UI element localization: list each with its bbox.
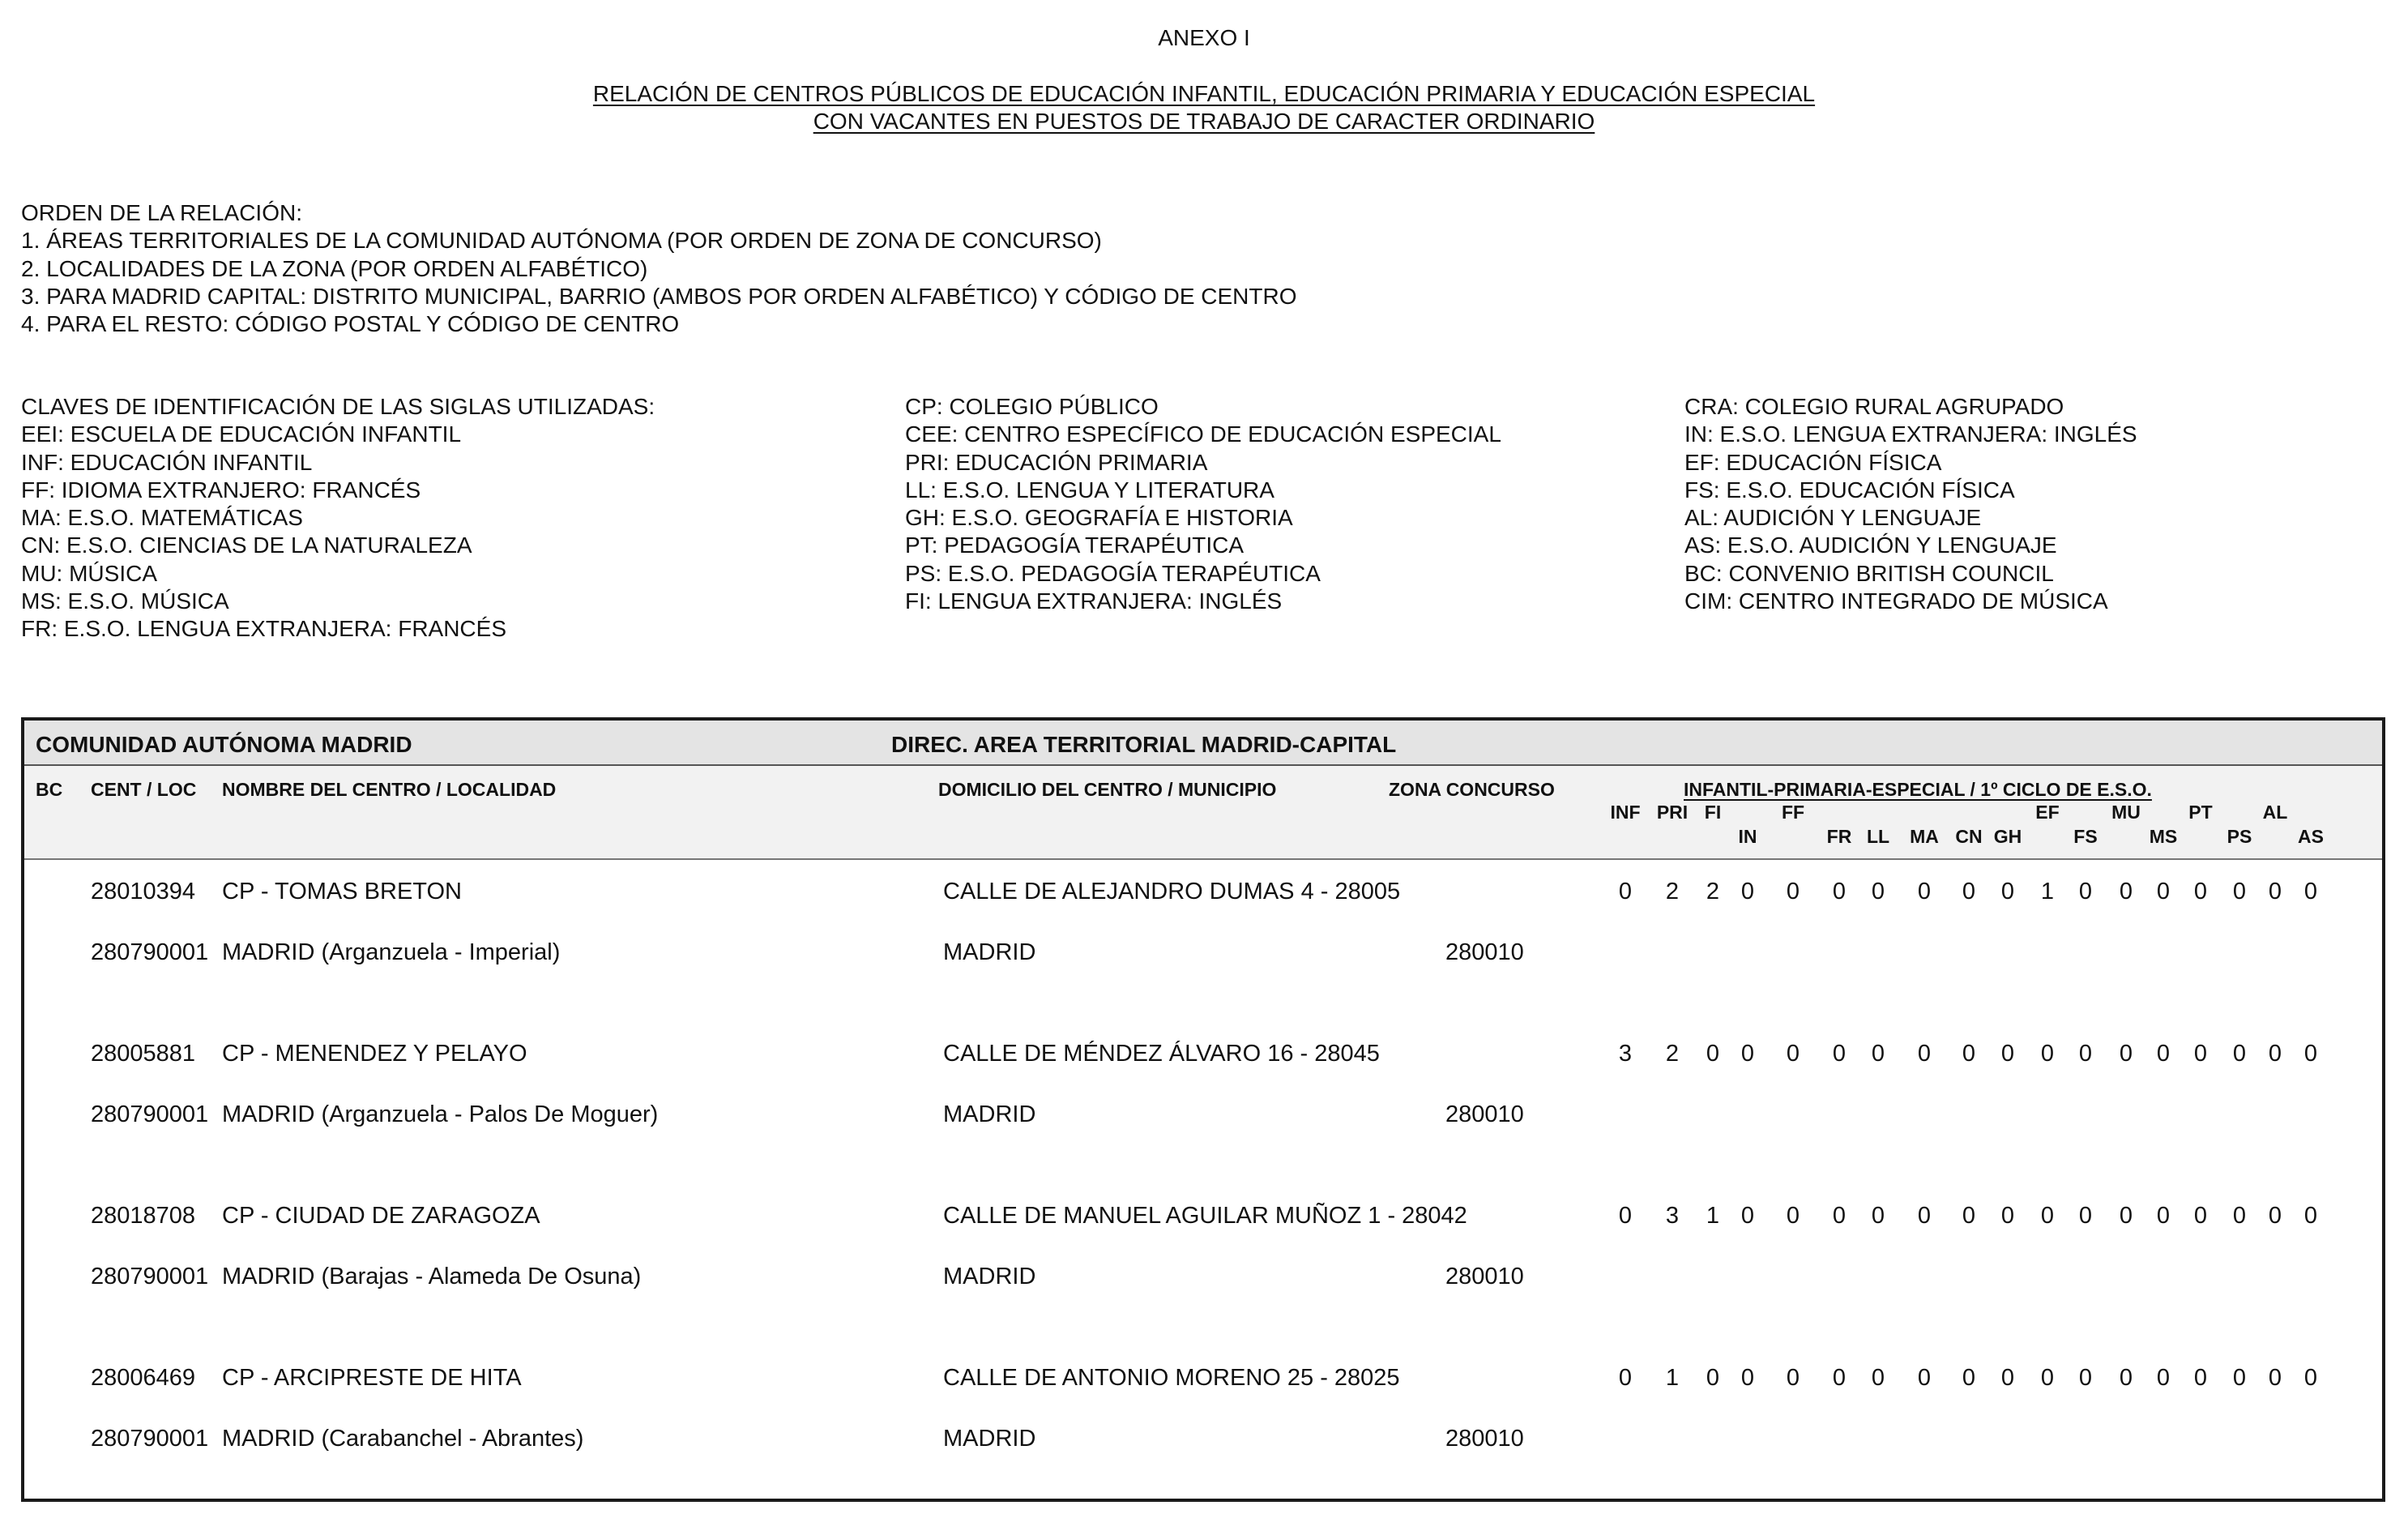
vacancy-fi: 2 [1706,879,1720,905]
center-address: CALLE DE MÉNDEZ ÁLVARO 16 - 28045 [943,1041,1380,1067]
keys-column-2 [905,393,1501,615]
key-item: FR: E.S.O. LENGUA EXTRANJERA: FRANCÉS [21,616,507,642]
order-item: 4. PARA EL RESTO: CÓDIGO POSTAL Y CÓDIGO DE CENTRO [21,311,680,337]
vacancy-in: 0 [1740,1365,1755,1391]
vacancy-ff: 0 [1786,1365,1800,1391]
vacancy-fs: 0 [2078,1203,2093,1229]
subcol-header-ef: EF [2035,802,2060,823]
locality-code: 280790001 [91,1264,209,1289]
key-item: EEI: ESCUELA DE EDUCACIÓN INFANTIL [21,421,462,447]
vacancy-mu: 0 [2119,1203,2133,1229]
vacancy-cn: 0 [1962,879,1976,905]
vacancy-pri: 2 [1665,1041,1680,1067]
key-item: CRA: COLEGIO RURAL AGRUPADO [1684,394,2064,419]
vacancy-al: 0 [2268,1365,2282,1391]
subcol-header-fi: FI [1704,802,1722,823]
document-title-line-1: RELACIÓN DE CENTROS PÚBLICOS DE EDUCACIÓN INFANTIL, EDUCACIÓN PRIMARIA Y EDUCACIÓN ESPECIAL [592,81,1816,106]
center-code: 28010394 [91,879,196,905]
vacancy-gh: 0 [2000,1041,2015,1067]
key-item: FS: E.S.O. EDUCACIÓN FÍSICA [1684,477,2015,503]
vacancy-ff: 0 [1786,1041,1800,1067]
vacancy-as: 0 [2303,1203,2318,1229]
annex-title: ANEXO I [1158,25,1250,50]
order-item: 2. LOCALIDADES DE LA ZONA (POR ORDEN ALFABÉTICO) [21,255,648,281]
vacancy-ll: 0 [1871,1203,1885,1229]
header-group: INFANTIL-PRIMARIA-ESPECIAL / 1º CICLO DE E.S.O. [1684,779,2152,800]
subcol-header-ps: PS [2227,826,2252,847]
header-bc: BC [36,779,63,800]
vacancy-as: 0 [2303,879,2318,905]
vacancy-fs: 0 [2078,1041,2093,1067]
zone-code: 280010 [1445,1101,1524,1127]
subcol-header-fs: FS [2073,826,2098,847]
vacancy-ma: 0 [1917,1041,1932,1067]
vacancy-ef: 0 [2040,1203,2055,1229]
subcol-header-cn: CN [1955,826,1983,847]
vacancy-gh: 0 [2000,879,2015,905]
vacancy-inf: 0 [1618,1203,1633,1229]
table-header [24,766,2382,860]
vacancy-mu: 0 [2119,879,2133,905]
center-code: 28005881 [91,1041,196,1067]
vacancy-cn: 0 [1962,1365,1976,1391]
zone-code: 280010 [1445,1264,1524,1289]
keys-column-3 [1684,393,2137,615]
zone-code: 280010 [1445,939,1524,965]
order-heading: ORDEN DE LA RELACIÓN: [21,200,302,225]
vacancy-pri: 1 [1665,1365,1680,1391]
center-address: CALLE DE MANUEL AGUILAR MUÑOZ 1 - 28042 [943,1203,1467,1229]
order-list [21,199,1297,338]
key-item: GH: E.S.O. GEOGRAFÍA E HISTORIA [905,505,1293,531]
center-name: CP - TOMAS BRETON [222,879,462,905]
vacancy-ms: 0 [2156,1041,2171,1067]
subcol-header-inf: INF [1610,802,1641,823]
vacancy-gh: 0 [2000,1365,2015,1391]
vacancy-ll: 0 [1871,1365,1885,1391]
vacancy-ma: 0 [1917,1203,1932,1229]
subcol-header-mu: MU [2111,802,2141,823]
key-item: BC: CONVENIO BRITISH COUNCIL [1684,560,2054,586]
key-item: AL: AUDICIÓN Y LENGUAJE [1684,505,1982,531]
header-cent-loc: CENT / LOC [91,779,197,800]
order-item: 3. PARA MADRID CAPITAL: DISTRITO MUNICIPAL, BARRIO (AMBOS POR ORDEN ALFABÉTICO) Y CÓDIGO DE CENTRO [21,283,1297,309]
key-item: PRI: EDUCACIÓN PRIMARIA [905,449,1208,475]
locality-code: 280790001 [91,939,209,965]
vacancy-ms: 0 [2156,1203,2171,1229]
center-code: 28006469 [91,1365,196,1391]
vacancy-in: 0 [1740,1041,1755,1067]
subcol-header-fr: FR [1826,826,1852,847]
vacancy-fs: 0 [2078,879,2093,905]
header-zone: ZONA CONCURSO [1389,779,1555,800]
vacancy-in: 0 [1740,879,1755,905]
vacancy-inf: 0 [1618,1365,1633,1391]
vacancy-ff: 0 [1786,879,1800,905]
vacancy-in: 0 [1740,1203,1755,1229]
locality-code: 280790001 [91,1426,209,1452]
vacancy-fr: 0 [1832,1203,1847,1229]
vacancy-mu: 0 [2119,1041,2133,1067]
center-address: CALLE DE ALEJANDRO DUMAS 4 - 28005 [943,879,1401,905]
key-item: PT: PEDAGOGÍA TERAPÉUTICA [905,532,1245,558]
municipality: MADRID [943,1264,1036,1289]
subcol-header-pt: PT [2188,802,2213,823]
vacancies-table [21,717,2385,1502]
vacancy-pt: 0 [2193,1365,2208,1391]
document-title-line-2: CON VACANTES EN PUESTOS DE TRABAJO DE CARACTER ORDINARIO [813,109,1595,134]
vacancy-fr: 0 [1832,879,1847,905]
vacancy-gh: 0 [2000,1203,2015,1229]
key-item: EF: EDUCACIÓN FÍSICA [1684,449,1942,475]
header-name: NOMBRE DEL CENTRO / LOCALIDAD [222,779,557,800]
subcol-header-ms: MS [2149,826,2178,847]
key-item: MS: E.S.O. MÚSICA [21,588,229,614]
vacancy-pt: 0 [2193,1041,2208,1067]
key-item: FF: IDIOMA EXTRANJERO: FRANCÉS [21,477,421,503]
vacancy-ll: 0 [1871,879,1885,905]
key-item: CEE: CENTRO ESPECÍFICO DE EDUCACIÓN ESPECIAL [905,421,1501,447]
vacancy-fi: 0 [1706,1365,1720,1391]
vacancy-inf: 3 [1618,1041,1633,1067]
subcol-header-pri: PRI [1656,802,1689,823]
vacancy-fi: 1 [1706,1203,1720,1229]
key-item: MU: MÚSICA [21,560,157,586]
vacancy-ll: 0 [1871,1041,1885,1067]
locality-name: MADRID (Arganzuela - Imperial) [222,939,561,965]
subcol-header-in: IN [1738,826,1757,847]
vacancy-as: 0 [2303,1041,2318,1067]
vacancy-fi: 0 [1706,1041,1720,1067]
vacancy-ps: 0 [2232,1041,2247,1067]
vacancy-pri: 2 [1665,879,1680,905]
community-label: COMUNIDAD AUTÓNOMA MADRID [36,732,412,757]
key-item: PS: E.S.O. PEDAGOGÍA TERAPÉUTICA [905,560,1321,586]
locality-name: MADRID (Arganzuela - Palos De Moguer) [222,1101,659,1127]
vacancy-ef: 1 [2040,879,2055,905]
zone-code: 280010 [1445,1426,1524,1452]
vacancy-inf: 0 [1618,879,1633,905]
vacancy-ps: 0 [2232,1365,2247,1391]
vacancy-ma: 0 [1917,1365,1932,1391]
vacancy-ms: 0 [2156,879,2171,905]
vacancy-ef: 0 [2040,1041,2055,1067]
direction-label: DIREC. AREA TERRITORIAL MADRID-CAPITAL [891,732,1397,757]
subcol-header-ma: MA [1910,826,1939,847]
subcol-header-al: AL [2262,802,2288,823]
keys-heading: CLAVES DE IDENTIFICACIÓN DE LAS SIGLAS UTILIZADAS: [21,394,655,419]
vacancy-ef: 0 [2040,1365,2055,1391]
vacancy-cn: 0 [1962,1041,1976,1067]
vacancy-ps: 0 [2232,879,2247,905]
vacancy-ma: 0 [1917,879,1932,905]
center-name: CP - MENENDEZ Y PELAYO [222,1041,527,1067]
vacancy-cn: 0 [1962,1203,1976,1229]
vacancy-al: 0 [2268,1041,2282,1067]
vacancy-fs: 0 [2078,1365,2093,1391]
order-item: 1. ÁREAS TERRITORIALES DE LA COMUNIDAD AUTÓNOMA (POR ORDEN DE ZONA DE CONCURSO) [21,228,1102,254]
key-item: IN: E.S.O. LENGUA EXTRANJERA: INGLÉS [1684,421,2137,447]
key-item: CIM: CENTRO INTEGRADO DE MÚSICA [1684,588,2108,614]
center-name: CP - CIUDAD DE ZARAGOZA [222,1203,540,1229]
vacancy-fr: 0 [1832,1041,1847,1067]
vacancy-ff: 0 [1786,1203,1800,1229]
key-item: INF: EDUCACIÓN INFANTIL [21,449,313,475]
key-item: FI: LENGUA EXTRANJERA: INGLÉS [905,588,1283,614]
center-name: CP - ARCIPRESTE DE HITA [222,1365,522,1391]
vacancy-pri: 3 [1665,1203,1680,1229]
municipality: MADRID [943,1101,1036,1127]
center-code: 28018708 [91,1203,196,1229]
vacancy-pt: 0 [2193,879,2208,905]
center-address: CALLE DE ANTONIO MORENO 25 - 28025 [943,1365,1400,1391]
keys-column-1 [21,393,655,644]
key-item: CP: COLEGIO PÚBLICO [905,394,1159,419]
key-item: LL: E.S.O. LENGUA Y LITERATURA [905,477,1274,503]
header-address: DOMICILIO DEL CENTRO / MUNICIPIO [938,779,1277,800]
vacancy-al: 0 [2268,879,2282,905]
vacancy-mu: 0 [2119,1365,2133,1391]
locality-name: MADRID (Barajas - Alameda De Osuna) [222,1264,642,1289]
locality-name: MADRID (Carabanchel - Abrantes) [222,1426,584,1452]
key-item: AS: E.S.O. AUDICIÓN Y LENGUAJE [1684,532,2057,558]
vacancy-ms: 0 [2156,1365,2171,1391]
vacancy-fr: 0 [1832,1365,1847,1391]
key-item: MA: E.S.O. MATEMÁTICAS [21,505,303,531]
vacancy-ps: 0 [2232,1203,2247,1229]
vacancy-as: 0 [2303,1365,2318,1391]
subcol-header-as: AS [2298,826,2324,847]
subcol-header-ll: LL [1866,826,1890,847]
locality-code: 280790001 [91,1101,209,1127]
subcol-header-gh: GH [1993,826,2022,847]
vacancy-pt: 0 [2193,1203,2208,1229]
key-item: CN: E.S.O. CIENCIAS DE LA NATURALEZA [21,532,472,558]
subcol-header-ff: FF [1781,802,1805,823]
table-title-band [24,721,2382,766]
municipality: MADRID [943,1426,1036,1452]
vacancy-al: 0 [2268,1203,2282,1229]
municipality: MADRID [943,939,1036,965]
